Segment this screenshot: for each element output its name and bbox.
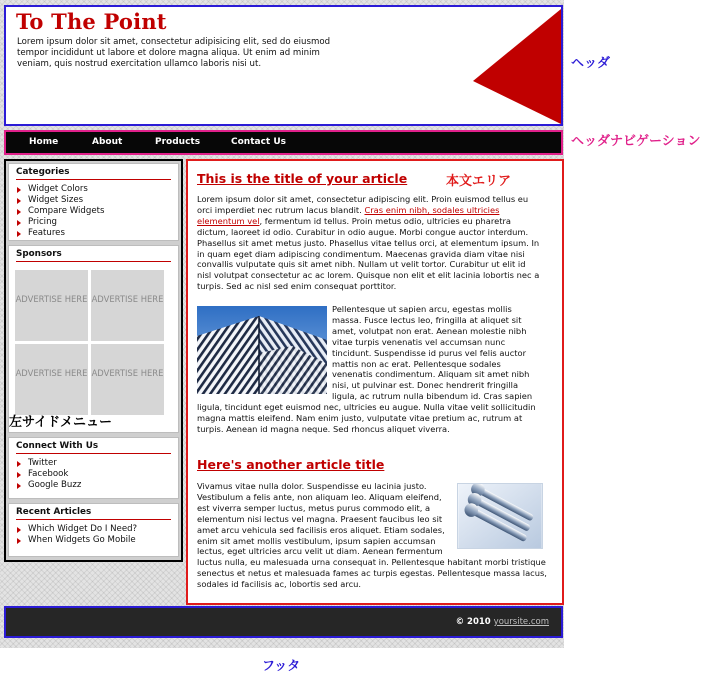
building-photo <box>197 306 327 394</box>
recent-articles-widget <box>8 503 179 557</box>
recent-article-link[interactable]: Which Widget Do I Need? <box>16 524 178 535</box>
header-triangle-graphic <box>471 9 561 124</box>
category-link[interactable]: Compare Widgets <box>16 206 178 217</box>
article-title[interactable]: Here's another article title <box>197 457 385 472</box>
ad-slot[interactable]: ADVERTISE HERE <box>15 344 88 415</box>
inline-link[interactable]: Cras enim nibh, sodales ultricies elementum vel <box>197 204 500 226</box>
article-title[interactable]: This is the title of your article <box>197 171 408 186</box>
ad-slot[interactable]: ADVERTISE HERE <box>91 344 164 415</box>
nav-contact-us[interactable]: Contact Us <box>231 137 287 147</box>
paragraph-text: Lorem ipsum dolor sit amet, consectetur adipiscing elit. Proin euismod tellus eu orci imperdiet nec rutrum lacus blandit. <box>197 194 529 215</box>
widget-title-sponsors: Sponsors <box>16 249 171 262</box>
category-link[interactable]: Widget Sizes <box>16 195 178 206</box>
ad-slot[interactable]: ADVERTISE HERE <box>15 270 88 341</box>
widget-title-categories: Categories <box>16 167 171 180</box>
connect-widget <box>8 437 179 499</box>
paragraph-text: Vivamus vitae nulla dolor. Suspendisse eu lacinia justo. Vestibulum a felis ante, non aliquam leo. Aliquam eleifend, est viverra semper luctus, metus purus commodo elit, a elementum nisi lectus vel magna. Praesent faucibus leo sit amet arcu vehicula sed facilisis eros aliquet. Etiam sodales, enim sit amet mollis vestibulum, ipsum sapien accumsan lectus, eget ultricies arcu velit ut diam. Aenean fermentum luctus nulla, eu malesuada urna consequat in. Pellentesque habitant morbi tristique senectus et netus et malesuada fames ac turpis egestas. Pellentesque massa lacus, sodales id facilisis ac, lobortis sed arcu. <box>197 481 547 590</box>
widget-title-recent: Recent Articles <box>16 507 171 520</box>
main-content <box>186 159 564 605</box>
social-link-facebook[interactable]: Facebook <box>16 469 178 480</box>
nav-home[interactable]: Home <box>29 137 59 147</box>
category-link[interactable]: Widget Colors <box>16 184 178 195</box>
site-header <box>4 5 563 126</box>
category-link[interactable]: Features <box>16 228 178 239</box>
header-annotation: ヘッダ <box>571 56 611 71</box>
left-menu-annotation: 左サイドメニュー <box>9 415 112 430</box>
site-title[interactable]: To The Point <box>16 9 167 34</box>
nav-products[interactable]: Products <box>155 137 201 147</box>
wrenches-photo <box>457 483 543 549</box>
footer-annotation: フッタ <box>262 659 301 674</box>
header-navigation <box>4 130 563 155</box>
article-paragraph <box>197 304 543 435</box>
connect-list <box>16 458 178 491</box>
left-sidebar <box>4 159 183 562</box>
nav-annotation: ヘッダナビゲーション <box>571 134 701 149</box>
social-link-twitter[interactable]: Twitter <box>16 458 178 469</box>
article-paragraph <box>197 481 547 590</box>
nav-about[interactable]: About <box>92 137 123 147</box>
article-paragraph <box>197 194 540 292</box>
social-link-google-buzz[interactable]: Google Buzz <box>16 480 178 491</box>
footer-site-link[interactable]: yoursite.com <box>493 617 549 627</box>
categories-widget <box>8 163 179 241</box>
categories-list <box>16 184 178 239</box>
recent-article-link[interactable]: When Widgets Go Mobile <box>16 535 178 546</box>
sponsors-widget <box>8 245 179 433</box>
body-area-annotation: 本文エリア <box>446 174 512 189</box>
widget-title-connect: Connect With Us <box>16 441 171 454</box>
ad-slot[interactable]: ADVERTISE HERE <box>91 270 164 341</box>
paragraph-text: Pellentesque ut sapien arcu, egestas mollis massa. Fusce lectus leo, fringilla at aliquet sit amet, volutpat non erat. Aenean molestie nibh vitae turpis venenatis vel accumsan nunc tincidunt. Suspendisse id purus vel felis auctor mattis non ac erat. Pellentesque sodales venenatis condimentum. Aliquam sit amet nibh nisi, ut pulvinar est. Donec hendrerit fringilla ligula, ac rutrum nulla bibendum id. Cras sapien ligula, tincidunt eget euismod nec, ultricies eu augue. Nulla vitae velit sollicitudin magna mattis eleifend. Nam enim justo, vulputate vitae pretium ac, rutrum at turpis. Aenean id magna neque. Sed rhoncus aliquet viverra. <box>197 304 536 434</box>
paragraph-text: , fermentum id tellus. Proin metus odio, ultricies eu pharetra dictum, laoreet id odio. Curabitur in odio augue. Morbi congue auctor interdum. Phasellus sit amet metus justo. Phasellus vitae tellus orci, at elementum ipsum. In in quam eget diam adipiscing condimentum. Maecenas gravida diam vitae nisi convallis vulputate quis sit amet nibh. Nullam ut velit tortor. Curabitur ut elit id nisl volutpat consectetur ac ac lorem. Quisque non elit et elit lacinia lobortis nec a turpis. Sed ac nisl sed enim consequat porttitor. <box>197 215 540 292</box>
site-footer <box>4 606 563 638</box>
site-description: Lorem ipsum dolor sit amet, consectetur adipisicing elit, sed do eiusmod tempor incididunt ut labore et dolore magna aliqua. Ut enim ad minim veniam, quis nostrud exercitation ullamco laboris nisi ut. <box>17 37 331 69</box>
ad-grid <box>15 270 165 420</box>
copyright-text: © 2010 <box>455 617 494 627</box>
recent-articles-list <box>16 524 178 546</box>
footer-copyright <box>456 617 549 627</box>
category-link[interactable]: Pricing <box>16 217 178 228</box>
